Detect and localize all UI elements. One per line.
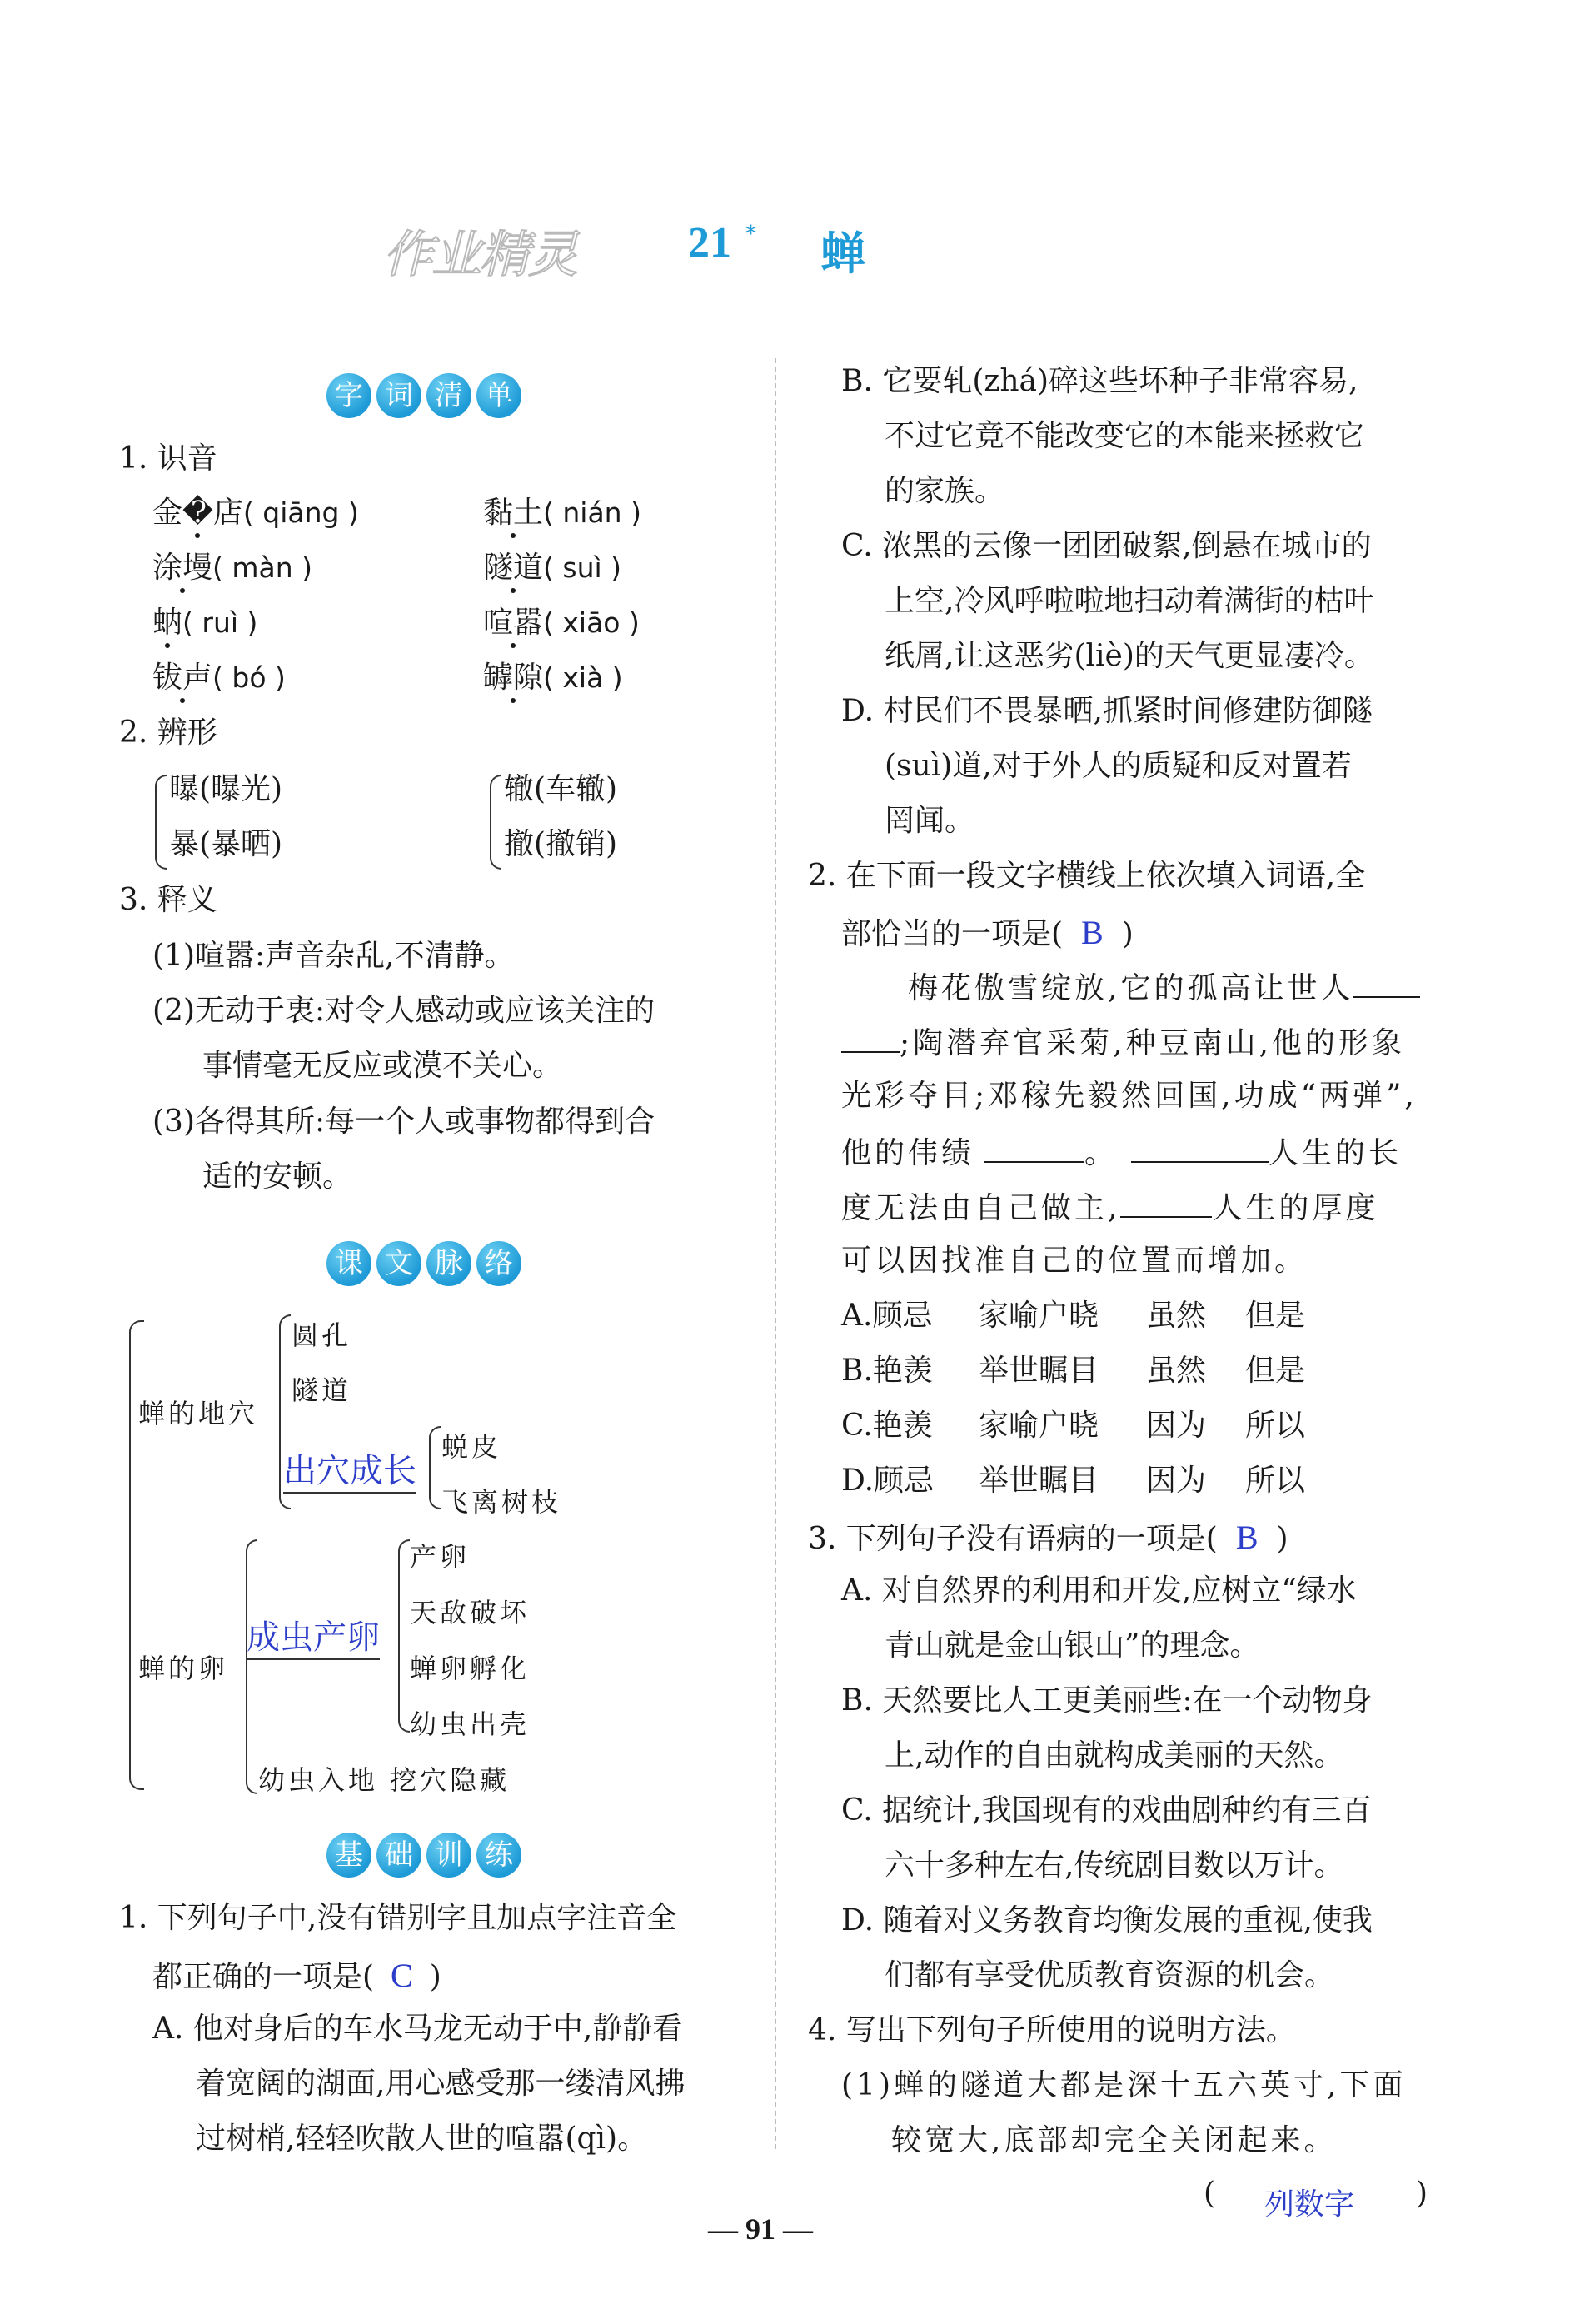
column-divider	[775, 358, 776, 2149]
passage-line: ;陶潜弃官采菊,种豆南山,他的形象	[841, 1026, 1405, 1059]
vocab-item: 钹声( bó )	[152, 661, 286, 695]
q1-title: 1. 识音	[119, 441, 217, 476]
vocab-item: 金�店( qiāng )	[152, 496, 359, 530]
section-badge-practice: 基 础 训 练	[326, 1833, 521, 1878]
option-d-line: 罔闻。	[885, 804, 975, 838]
b3-option: A. 对自然界的利用和开发,应树立“绿水	[841, 1573, 1357, 1608]
option-a-line: 着宽阔的湖面,用心感受那一缕清风拂	[196, 2067, 685, 2101]
glyph-pair: 撤(撤销)	[504, 827, 618, 861]
b3-line: 3. 下列句子没有语病的一项是( B )	[808, 1519, 1288, 1556]
b1-answer: C	[391, 1957, 413, 1994]
brace	[490, 775, 501, 870]
glyph-pair: 曝(曝光)	[169, 772, 283, 806]
vocab-item: 涂墁( màn )	[152, 551, 313, 585]
option-c-line: C. 浓黑的云像一团团破絮,倒悬在城市的	[841, 529, 1372, 563]
q3-title: 3. 释义	[119, 883, 217, 917]
q2-title: 2. 辨形	[119, 716, 217, 750]
definition-line: 事情毫无反应或漠不关心。	[202, 1049, 563, 1083]
passage-line: 光彩夺目;邓稼先毅然回国,功成“两弹”,	[841, 1079, 1418, 1113]
option-b-line: 的家族。	[885, 474, 1005, 508]
b2-line: 2. 在下面一段文字横线上依次填入词语,全	[808, 859, 1366, 893]
b3-option: 六十多种左右,传统剧目数以万计。	[885, 1848, 1344, 1883]
b3-option: 们都有享受优质教育资源的机会。	[885, 1958, 1335, 1992]
b4-paren-right: )	[1416, 2177, 1428, 2211]
lesson-title: 蝉	[820, 227, 865, 280]
b4-paren-left: (	[1204, 2177, 1216, 2211]
definition-line: (3)各得其所:每一个人或事物都得到合	[152, 1105, 655, 1139]
vocab-item: 蚋( ruì )	[152, 606, 258, 640]
option-d-line: (suì)道,对于外人的质疑和反对置若	[885, 749, 1352, 783]
option-a-line: 过树梢,轻轻吹散人世的喧嚣(qì)。	[196, 2122, 648, 2156]
option-c-line: 纸屑,让这恶劣(liè)的天气更显凄冷。	[885, 639, 1374, 673]
definition-line: (2)无动于衷:对令人感动或应该关注的	[152, 994, 655, 1028]
lesson-star: *	[745, 222, 756, 247]
vocab-item: 喧嚣( xiāo )	[483, 606, 640, 640]
b4-answer: 列数字	[1264, 2187, 1355, 2222]
glyph-pair: 辙(车辙)	[504, 772, 618, 806]
b4-title: 4. 写出下列句子所使用的说明方法。	[808, 2013, 1296, 2047]
brace	[155, 775, 167, 870]
b4-sentence: 较宽大,底部却完全关闭起来。	[891, 2123, 1338, 2157]
b2-line: 部恰当的一项是( B )	[841, 914, 1134, 951]
passage-line: 他的伟绩 。 人生的长	[841, 1136, 1403, 1170]
definition-line: (1)喧嚣:声音杂乱,不清静。	[152, 939, 515, 973]
b3-option: C. 据统计,我国现有的戏曲剧种约有三百	[841, 1793, 1372, 1828]
b1-line: 都正确的一项是( C )	[152, 1957, 441, 1994]
watermark: 作业精灵	[383, 226, 576, 284]
vocab-item: 黏土( nián )	[483, 496, 641, 530]
b1-line: 1. 下列句子中,没有错别字且加点字注音全	[119, 1901, 677, 1935]
b3-option: 上,动作的自由就构成美丽的天然。	[885, 1738, 1344, 1773]
b2-answer: B	[1081, 914, 1104, 951]
definition-line: 适的安顿。	[202, 1160, 353, 1194]
page-number: — 91 —	[708, 2212, 813, 2246]
vocab-item: 罅隙( xià )	[483, 661, 623, 695]
option-a-line: A. 他对身后的车水马龙无动于中,静静看	[152, 2012, 683, 2046]
b3-answer: B	[1235, 1519, 1259, 1556]
section-badge-vocab: 字 词 清 单	[326, 373, 521, 418]
glyph-pair: 暴(暴晒)	[169, 827, 283, 861]
vocab-item: 隧道( suì )	[483, 551, 622, 585]
option-b-line: B. 它要轧(zhá)碎这些坏种子非常容易,	[841, 364, 1358, 398]
passage-line: 可以因找准自己的位置而增加。	[841, 1244, 1308, 1278]
section-badge-outline: 课 文 脉 络	[326, 1241, 521, 1286]
b3-option: B. 天然要比人工更美丽些:在一个动物身	[841, 1683, 1373, 1718]
b3-option: D. 随着对义务教育均衡发展的重视,使我	[841, 1903, 1373, 1937]
passage-line: 梅花傲雪绽放,它的孤高让世人	[908, 971, 1420, 1004]
b4-sentence: (1)蝉的隧道大都是深十五六英寸,下面	[841, 2068, 1407, 2102]
passage-line: 度无法由自己做主, 人生的厚度	[841, 1191, 1379, 1225]
option-b-line: 不过它竟不能改变它的本能来拯救它	[885, 419, 1365, 453]
lesson-number: 21	[688, 219, 731, 267]
option-d-line: D. 村民们不畏暴晒,抓紧时间修建防御隧	[841, 694, 1373, 728]
option-c-line: 上空,冷风呼啦啦地扫动着满街的枯叶	[885, 584, 1374, 618]
b3-option: 青山就是金山银山”的理念。	[885, 1628, 1260, 1663]
